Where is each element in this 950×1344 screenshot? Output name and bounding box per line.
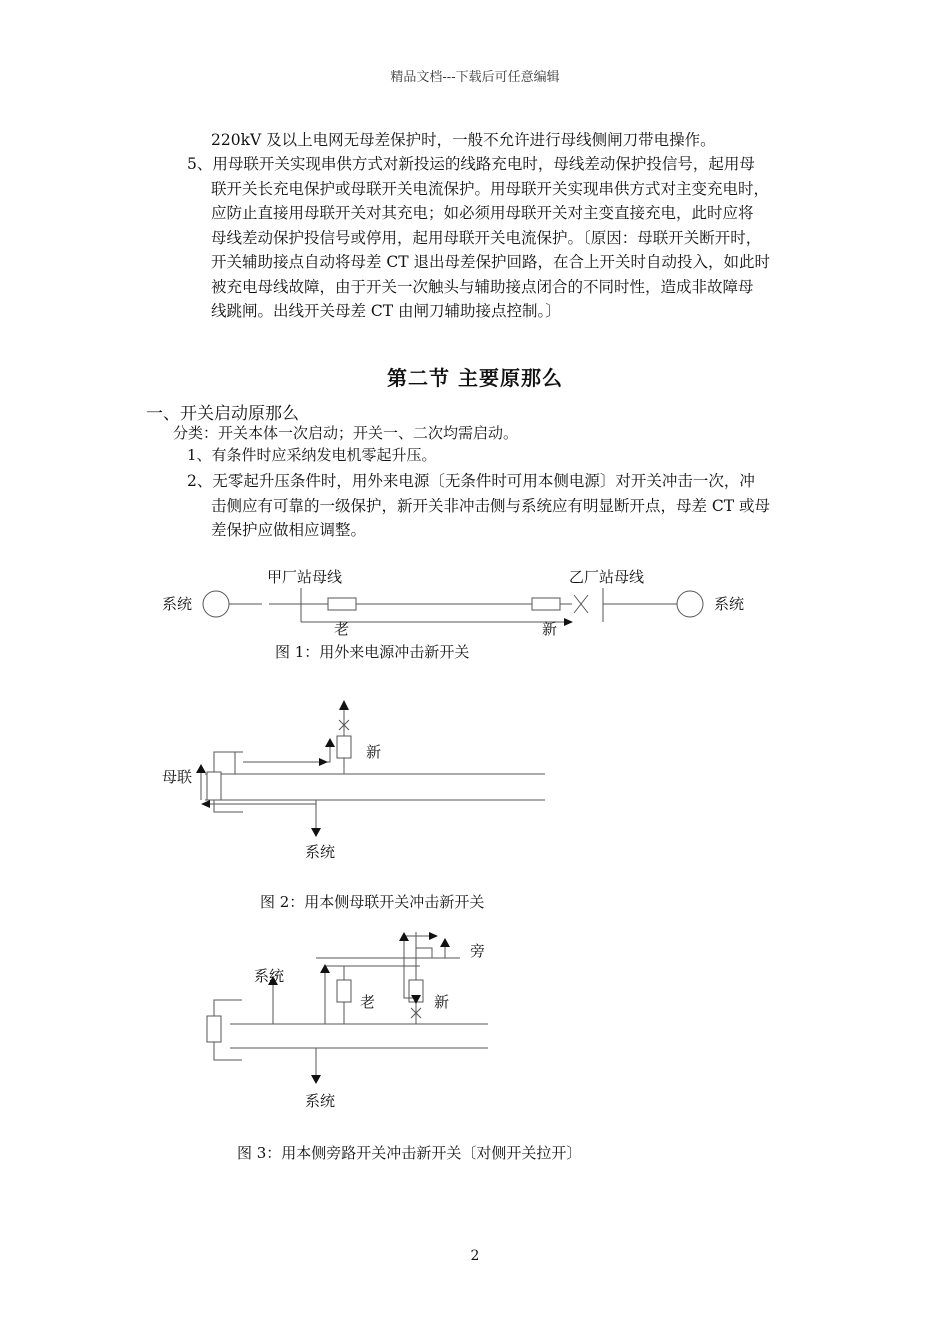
- fig1-new-label: 新: [542, 620, 558, 638]
- item1-line: 1、有条件时应采纳发电机零起升压。: [187, 446, 437, 464]
- item5-line-2: 联开关长充电保护或母联开关电流保护。用母联开关实现串供方式对主变充电时，: [211, 180, 770, 198]
- item2-line-1: 2、无零起升压条件时，用外来电源〔无条件时可用本侧电源〕对开关冲击一次，冲: [187, 472, 755, 490]
- impact-arrowhead-1: [325, 738, 335, 747]
- fig1-bus-b-label: 乙厂站母线: [569, 568, 645, 586]
- item5-line-3: 应防止直接用母联开关对其充电；如必须用母联开关对主变直接充电，此时应将: [211, 204, 754, 222]
- fig2-new-label: 新: [366, 743, 382, 761]
- fig3-system-bottom-label: 系统: [305, 1092, 336, 1110]
- tie-breaker: [207, 1016, 221, 1042]
- tie-breaker: [207, 772, 221, 800]
- fig1-right-system-label: 系统: [714, 595, 745, 613]
- item5-line-1: 5、用母联开关实现串供方式对新投运的线路充电时，母线差动保护投信号，起用母: [187, 155, 755, 173]
- system-arrowhead: [311, 828, 321, 837]
- fig2-caption: 图 2：用本侧母联开关冲击新开关: [260, 893, 485, 911]
- part1-heading: 一、开关启动原那么: [146, 404, 299, 424]
- section-title: 第二节 主要原那么: [387, 366, 563, 390]
- system-bottom-arrowhead: [311, 1075, 321, 1084]
- item5-line-6: 被充电母线故障，由于开关一次触头与辅助接点闭合的不同时性，造成非故障母: [211, 278, 754, 296]
- page-header: 精品文档---下载后可任意编辑: [390, 70, 560, 85]
- bypass-arrowhead: [429, 932, 438, 940]
- bypass-tap: [416, 948, 432, 958]
- item2-line-3: 差保护应做相应调整。: [211, 521, 367, 539]
- fig3-bypass-label: 旁: [470, 942, 486, 960]
- old-breaker: [337, 980, 351, 1002]
- fig1-bus-a-label: 甲厂站母线: [267, 568, 343, 586]
- item5-line-4: 母线差动保护投信号或停用，起用母联开关电流保护。〔原因：母联开关断开时，: [211, 229, 762, 247]
- figure-1-diagram: [0, 560, 950, 660]
- bypass-side-arrowhead: [440, 938, 450, 947]
- old-breaker: [328, 598, 356, 610]
- fig2-tie-label: 母联: [162, 768, 193, 786]
- right-system-circle: [677, 591, 703, 617]
- item5-line-5: 开关辅助接点自动将母差 CT 退出母差保护回路，在合上开关时自动投入，如此时: [211, 253, 771, 271]
- figure-2-diagram: [0, 690, 950, 870]
- impact-arrowhead-2: [319, 758, 328, 766]
- classification-line: 分类：开关本体一次启动；开关一、二次均需启动。: [173, 424, 519, 442]
- impact-arrowhead: [564, 618, 573, 626]
- item2-line-2: 击侧应有可靠的一级保护，新开关非冲击侧与系统应有明显断开点，母差 CT 或母: [211, 497, 771, 515]
- new-breaker: [337, 736, 351, 758]
- fig1-caption: 图 1：用外来电源冲击新开关: [275, 643, 470, 661]
- new-feeder-arrowhead: [339, 700, 349, 710]
- fig3-new-label: 新: [434, 993, 450, 1011]
- fig3-caption: 图 3：用本侧旁路开关冲击新开关〔对侧开关拉开〕: [237, 1144, 582, 1162]
- fig1-left-system-label: 系统: [162, 595, 193, 613]
- fig2-system-label: 系统: [305, 843, 336, 861]
- page-number: 2: [470, 1248, 480, 1264]
- item5-line-7: 线跳闸。出线开关母差 CT 由闸刀辅助接点控制。〕: [211, 302, 561, 320]
- fig1-old-label: 老: [334, 620, 350, 638]
- fig3-system-top-label: 系统: [254, 967, 285, 985]
- figure-3-diagram: [0, 918, 950, 1118]
- return-arrowhead: [201, 800, 210, 808]
- tie-up-arrowhead: [196, 764, 206, 773]
- new-breaker: [532, 598, 560, 610]
- left-system-circle: [203, 591, 229, 617]
- old-arrowhead: [320, 964, 330, 973]
- fig3-old-label: 老: [360, 993, 376, 1011]
- intro-continuation-line: 220kV 及以上电网无母差保护时，一般不允许进行母线侧闸刀带电操作。: [211, 131, 716, 149]
